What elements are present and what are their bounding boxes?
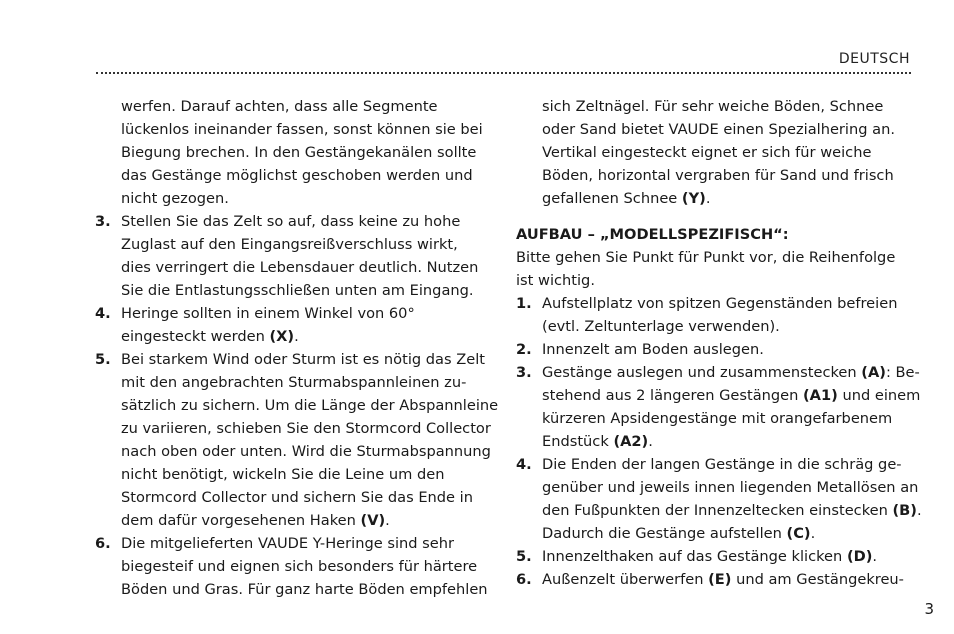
text-line: nicht gezogen. bbox=[121, 190, 229, 207]
text-line: sich Zeltnägel. Für sehr weiche Böden, Schnee bbox=[542, 98, 884, 115]
text-span: stehend aus 2 längeren Gestängen bbox=[542, 387, 804, 404]
item-number: 6. bbox=[95, 535, 111, 552]
text-line: Vertikal eingesteckt eignet er sich für weiche bbox=[542, 144, 872, 161]
item-number: 3. bbox=[516, 364, 532, 381]
list-item bbox=[516, 545, 916, 568]
left-column bbox=[95, 95, 499, 601]
text-line bbox=[542, 430, 916, 453]
text-line bbox=[121, 509, 495, 532]
item-number: 6. bbox=[516, 571, 532, 588]
text-span: und am Gestängekreu- bbox=[731, 571, 904, 588]
text-span: . bbox=[294, 328, 299, 345]
text-line bbox=[542, 361, 920, 384]
text-line: Die mitgelieferten VAUDE Y-Heringe sind sehr bbox=[121, 535, 454, 552]
continuation-paragraph bbox=[516, 95, 916, 210]
text-line: Heringe sollten in einem Winkel von 60° bbox=[121, 305, 415, 322]
text-span: . bbox=[810, 525, 816, 542]
text-line: genüber und jeweils innen liegenden Metallösen an bbox=[542, 479, 919, 496]
list-item bbox=[95, 532, 495, 601]
text-span: . bbox=[648, 433, 653, 450]
list-item bbox=[95, 348, 499, 532]
text-line bbox=[121, 325, 495, 348]
list-item bbox=[95, 302, 495, 348]
text-line: Böden und Gras. Für ganz harte Böden empfehlen bbox=[121, 581, 488, 598]
text-span: Gestänge auslegen und zusammenstecken bbox=[542, 364, 862, 381]
item-number: 3. bbox=[95, 213, 111, 230]
text-line: biegesteif und eignen sich besonders für härtere bbox=[121, 558, 478, 575]
text-span: Dadurch die Gestänge aufstellen bbox=[542, 525, 787, 542]
figure-reference: (A2) bbox=[613, 433, 649, 450]
text-line: zu variieren, schieben Sie den Stormcord Collector bbox=[121, 420, 491, 437]
text-span: eingesteckt werden bbox=[121, 328, 265, 345]
dotted-divider bbox=[96, 72, 911, 74]
list-item bbox=[516, 361, 921, 453]
figure-reference: (D) bbox=[846, 548, 873, 565]
text-line: Bei starkem Wind oder Sturm ist es nötig das Zelt bbox=[121, 351, 485, 368]
list-item bbox=[516, 292, 916, 338]
figure-reference: (A1) bbox=[803, 387, 838, 404]
item-number: 4. bbox=[516, 456, 532, 473]
text-span: . bbox=[705, 190, 711, 207]
text-span: gefallenen Schnee bbox=[542, 190, 678, 207]
text-line: Stormcord Collector und sichern Sie das Ende in bbox=[121, 489, 473, 506]
text-line: werfen. Darauf achten, dass alle Segmente bbox=[121, 98, 438, 115]
figure-reference: (B) bbox=[892, 502, 917, 519]
text-line: Zuglast auf den Eingangsreißverschluss wirkt, bbox=[121, 236, 458, 253]
item-number: 5. bbox=[95, 351, 111, 368]
list-item bbox=[516, 453, 922, 545]
text-span: und einem bbox=[837, 387, 921, 404]
text-line: nach oben oder unten. Wird die Sturmabspannung bbox=[121, 443, 491, 460]
text-line: Innenzelt am Boden auslegen. bbox=[542, 341, 764, 358]
text-line bbox=[542, 499, 922, 522]
item-number: 2. bbox=[516, 341, 532, 358]
text-span: dem dafür vorgesehenen Haken bbox=[121, 512, 356, 529]
text-span: den Fußpunkten der Innenzeltecken einstecken bbox=[542, 502, 893, 519]
continuation-paragraph bbox=[95, 95, 495, 210]
text-line: mit den angebrachten Sturmabspannleinen zu- bbox=[121, 374, 467, 391]
section-intro bbox=[516, 246, 916, 292]
text-line bbox=[542, 384, 921, 407]
right-column bbox=[516, 95, 922, 591]
item-number: 4. bbox=[95, 305, 111, 322]
section-heading: AUFBAU – „MODELLSPEZIFISCH“: bbox=[516, 226, 789, 243]
page-number: 3 bbox=[924, 600, 934, 618]
text-line: (evtl. Zeltunterlage verwenden). bbox=[542, 318, 780, 335]
list-item bbox=[95, 210, 495, 302]
text-line: nicht benötigt, wickeln Sie die Leine um den bbox=[121, 466, 445, 483]
text-line: lückenlos ineinander fassen, sonst können sie bei bbox=[121, 121, 483, 138]
item-number: 5. bbox=[516, 548, 532, 565]
figure-reference: (Y) bbox=[681, 190, 706, 207]
text-span: . bbox=[916, 502, 922, 519]
text-line: oder Sand bietet VAUDE einen Spezialhering an. bbox=[542, 121, 895, 138]
list-item bbox=[516, 568, 916, 591]
text-line: Sie die Entlastungsschließen unten am Eingang. bbox=[121, 282, 474, 299]
text-line: Aufstellplatz von spitzen Gegenständen befreien bbox=[542, 295, 898, 312]
figure-reference: (C) bbox=[786, 525, 811, 542]
text-line: ist wichtig. bbox=[516, 272, 595, 289]
figure-reference: (V) bbox=[360, 512, 386, 529]
text-span: Innenzelthaken auf das Gestänge klicken bbox=[542, 548, 847, 565]
text-line bbox=[542, 522, 916, 545]
text-span: : Be- bbox=[885, 364, 920, 381]
text-line: Bitte gehen Sie Punkt für Punkt vor, die Reihenfolge bbox=[516, 249, 896, 266]
text-line: dies verringert die Lebensdauer deutlich. Nutzen bbox=[121, 259, 479, 276]
text-line: Stellen Sie das Zelt so auf, dass keine zu hohe bbox=[121, 213, 461, 230]
text-line: Böden, horizontal vergraben für Sand und frisch bbox=[542, 167, 894, 184]
text-line bbox=[542, 545, 916, 568]
figure-reference: (E) bbox=[708, 571, 732, 588]
language-label: DEUTSCH bbox=[838, 51, 910, 67]
text-span: Endstück bbox=[542, 433, 614, 450]
item-number: 1. bbox=[516, 295, 532, 312]
list-item bbox=[516, 338, 916, 361]
text-line: sätzlich zu sichern. Um die Länge der Abspannleine bbox=[121, 397, 499, 414]
text-line: das Gestänge möglichst geschoben werden und bbox=[121, 167, 473, 184]
figure-reference: (A) bbox=[861, 364, 886, 381]
text-span: . bbox=[872, 548, 878, 565]
figure-reference: (X) bbox=[269, 328, 295, 345]
text-line bbox=[542, 187, 916, 210]
text-span: Außenzelt überwerfen bbox=[542, 571, 709, 588]
text-line bbox=[542, 568, 916, 591]
text-line: Die Enden der langen Gestänge in die schräg ge- bbox=[542, 456, 902, 473]
text-line: Biegung brechen. In den Gestängekanälen sollte bbox=[121, 144, 477, 161]
text-line: kürzeren Apsidengestänge mit orangefarbenem bbox=[542, 410, 893, 427]
text-span: . bbox=[385, 512, 390, 529]
